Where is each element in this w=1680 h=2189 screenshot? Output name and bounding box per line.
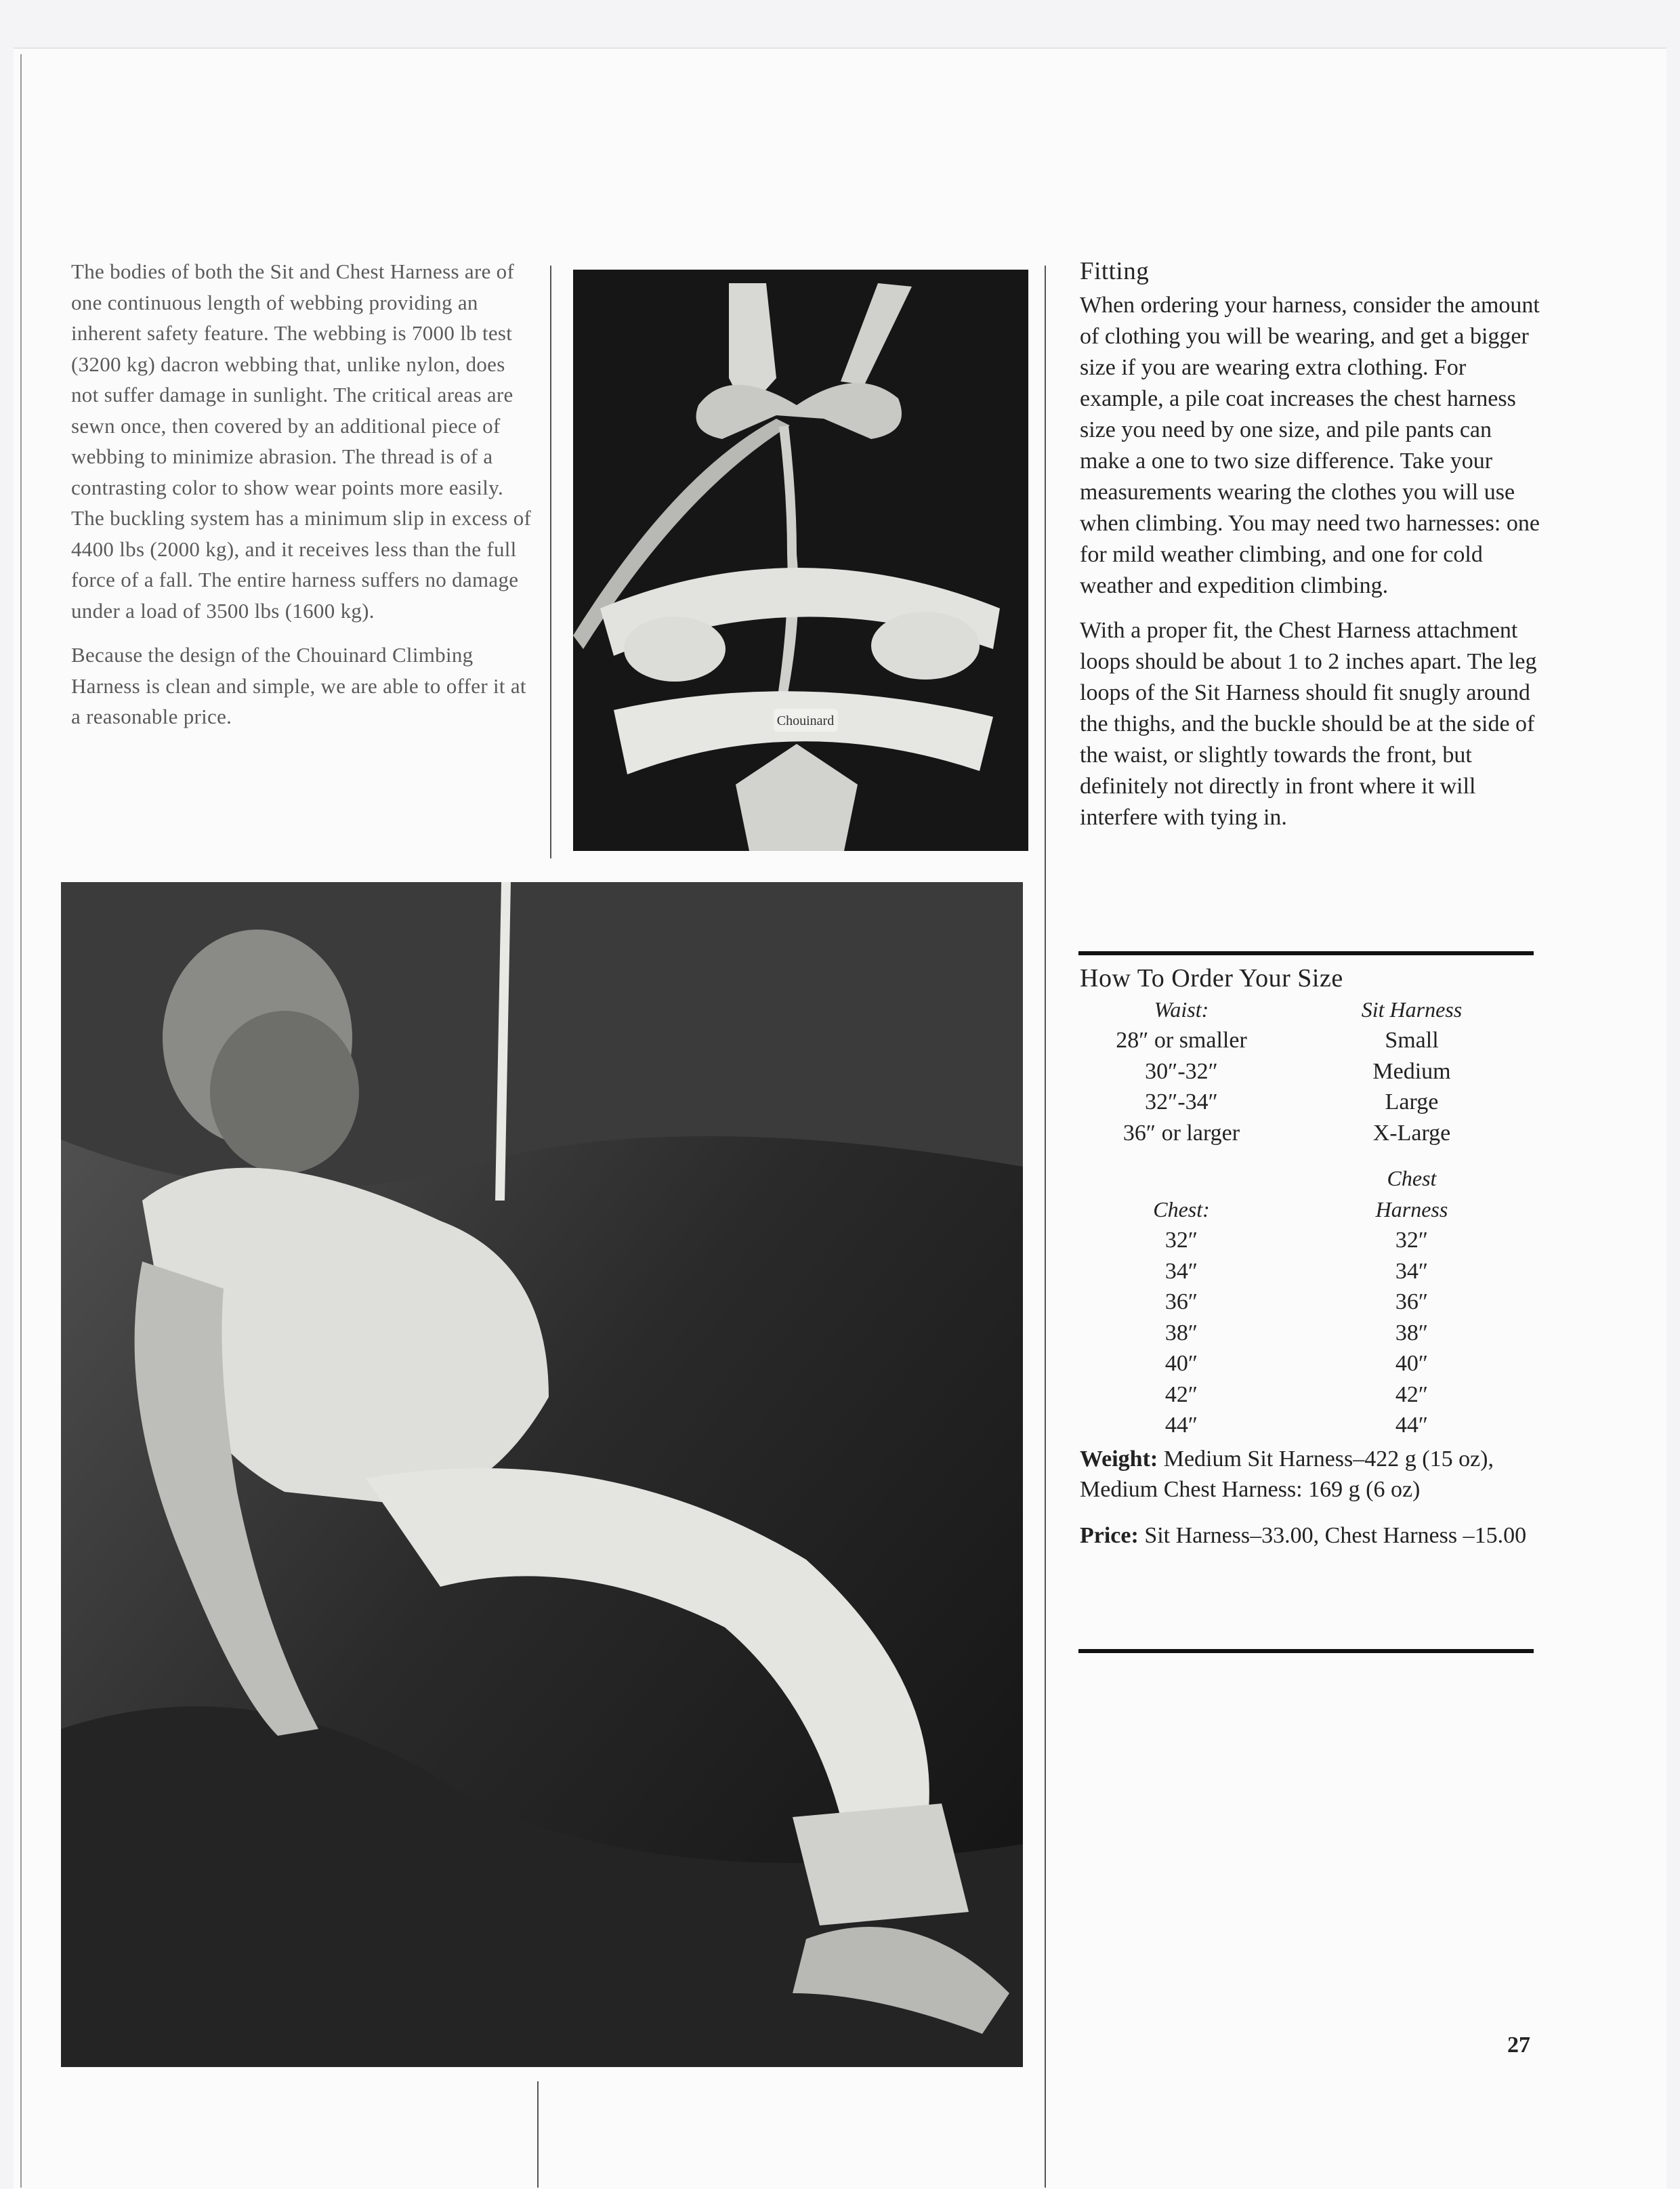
harness-photo [573,270,1028,851]
page-number: 27 [1507,2032,1530,2058]
fitting-heading: Fitting [1080,257,1150,285]
fitting-paragraph: When ordering your harness, consider the amount of clothing you will be wearing, and get a bigger size if you are wearing extra clothing. For example, a pile coat increases the chest harness size you need by one size, and pile pants can make a one to two size difference. Take your measurements wearing the clothes you will use when climbing. You may need two harnesses: one for mild weather climbing, and one for cold weather and expedition climbing. [1080,293,1540,598]
left-text-column [71,256,535,746]
chest-cell: 40″ [1164,1351,1198,1376]
chest-cell: 42″ [1164,1381,1198,1407]
chest-size-cell: 32″ [1395,1228,1429,1253]
weight-text: Medium Sit Harness–422 g (15 oz), Medium Chest Harness: 169 g (6 oz) [1080,1446,1494,1502]
sit-harness-header: Sit Harness [1361,997,1463,1022]
chest-size-cell: 44″ [1395,1413,1429,1438]
chest-cell: 36″ [1164,1289,1198,1314]
order-top-rule [1078,951,1534,955]
chest-cell: 38″ [1164,1320,1198,1346]
weight-label: Weight: [1080,1446,1158,1472]
chest-size-cell: 36″ [1395,1289,1429,1314]
column-rule-center-bottom [537,2081,539,2188]
waist-size-table [1080,995,1540,1149]
chest-header: Chest: [1153,1196,1210,1222]
size-cell: Medium [1372,1058,1451,1084]
order-bottom-rule [1078,1649,1534,1653]
order-heading: How To Order Your Size [1080,964,1343,993]
price-text: Sit Harness–33.00, Chest Harness –15.00 [1138,1522,1527,1548]
size-cell: X-Large [1372,1120,1451,1146]
waist-header: Waist: [1154,997,1209,1022]
climber-photo-illustration [61,882,1023,2067]
order-section [1080,963,1540,1551]
weight-line [1080,1444,1540,1505]
chest-cell: 44″ [1164,1413,1198,1438]
chest-harness-header: Harness [1375,1196,1448,1222]
fitting-section [1080,256,1540,847]
size-cell: Small [1385,1028,1439,1053]
size-cell: Large [1385,1089,1439,1114]
column-rule-center-top [550,266,551,858]
waist-cell: 32″-34″ [1145,1089,1218,1114]
column-rule-left [20,54,22,2188]
price-label: Price: [1080,1522,1139,1548]
chest-cell: 34″ [1164,1258,1198,1284]
chest-size-cell: 40″ [1395,1351,1429,1376]
waist-cell: 36″ or larger [1122,1120,1240,1146]
climber-photo [61,882,1023,2067]
waist-cell: 28″ or smaller [1116,1028,1247,1053]
body-paragraph: The bodies of both the Sit and Chest Harness are of one continuous length of webbing providing an inherent safety feature. The webbing is 7000 lb test (3200 kg) dacron webbing that, unlike nylon, does not suffer damage in sunlight. The critical areas are sewn once, then covered by an additional piece of webbing to minimize abrasion. The thread is of a contrasting color to show wear points more easily. The buckling system has a minimum slip in excess of 4400 lbs (2000 kg), and it receives less than the full force of a fall. The entire harness suffers no damage under a load of 3500 lbs (1600 kg). [71,259,532,623]
fitting-paragraph: With a proper fit, the Chest Harness attachment loops should be about 1 to 2 inches apart. The leg loops of the Sit Harness should fit snugly around the thighs, and the buckle should be at the side of the waist, or slightly towards the front, but definitely not directly in front where it will interfere with tying in. [1080,618,1537,830]
chest-size-cell: 38″ [1395,1320,1429,1346]
waist-cell: 30″-32″ [1145,1058,1218,1084]
harness-photo-illustration [573,270,1028,851]
chest-cell: 32″ [1164,1228,1198,1253]
column-rule-right [1045,266,1046,2188]
chest-size-table [1080,1163,1540,1441]
harness-label: Chouinard [776,713,835,728]
price-line [1080,1520,1540,1551]
chest-harness-header: Chest [1387,1166,1437,1190]
chest-size-cell: 34″ [1395,1258,1429,1284]
chest-size-cell: 42″ [1395,1381,1429,1407]
body-paragraph: Because the design of the Chouinard Climbing Harness is clean and simple, we are able to offer it at a reasonable price. [71,643,526,728]
